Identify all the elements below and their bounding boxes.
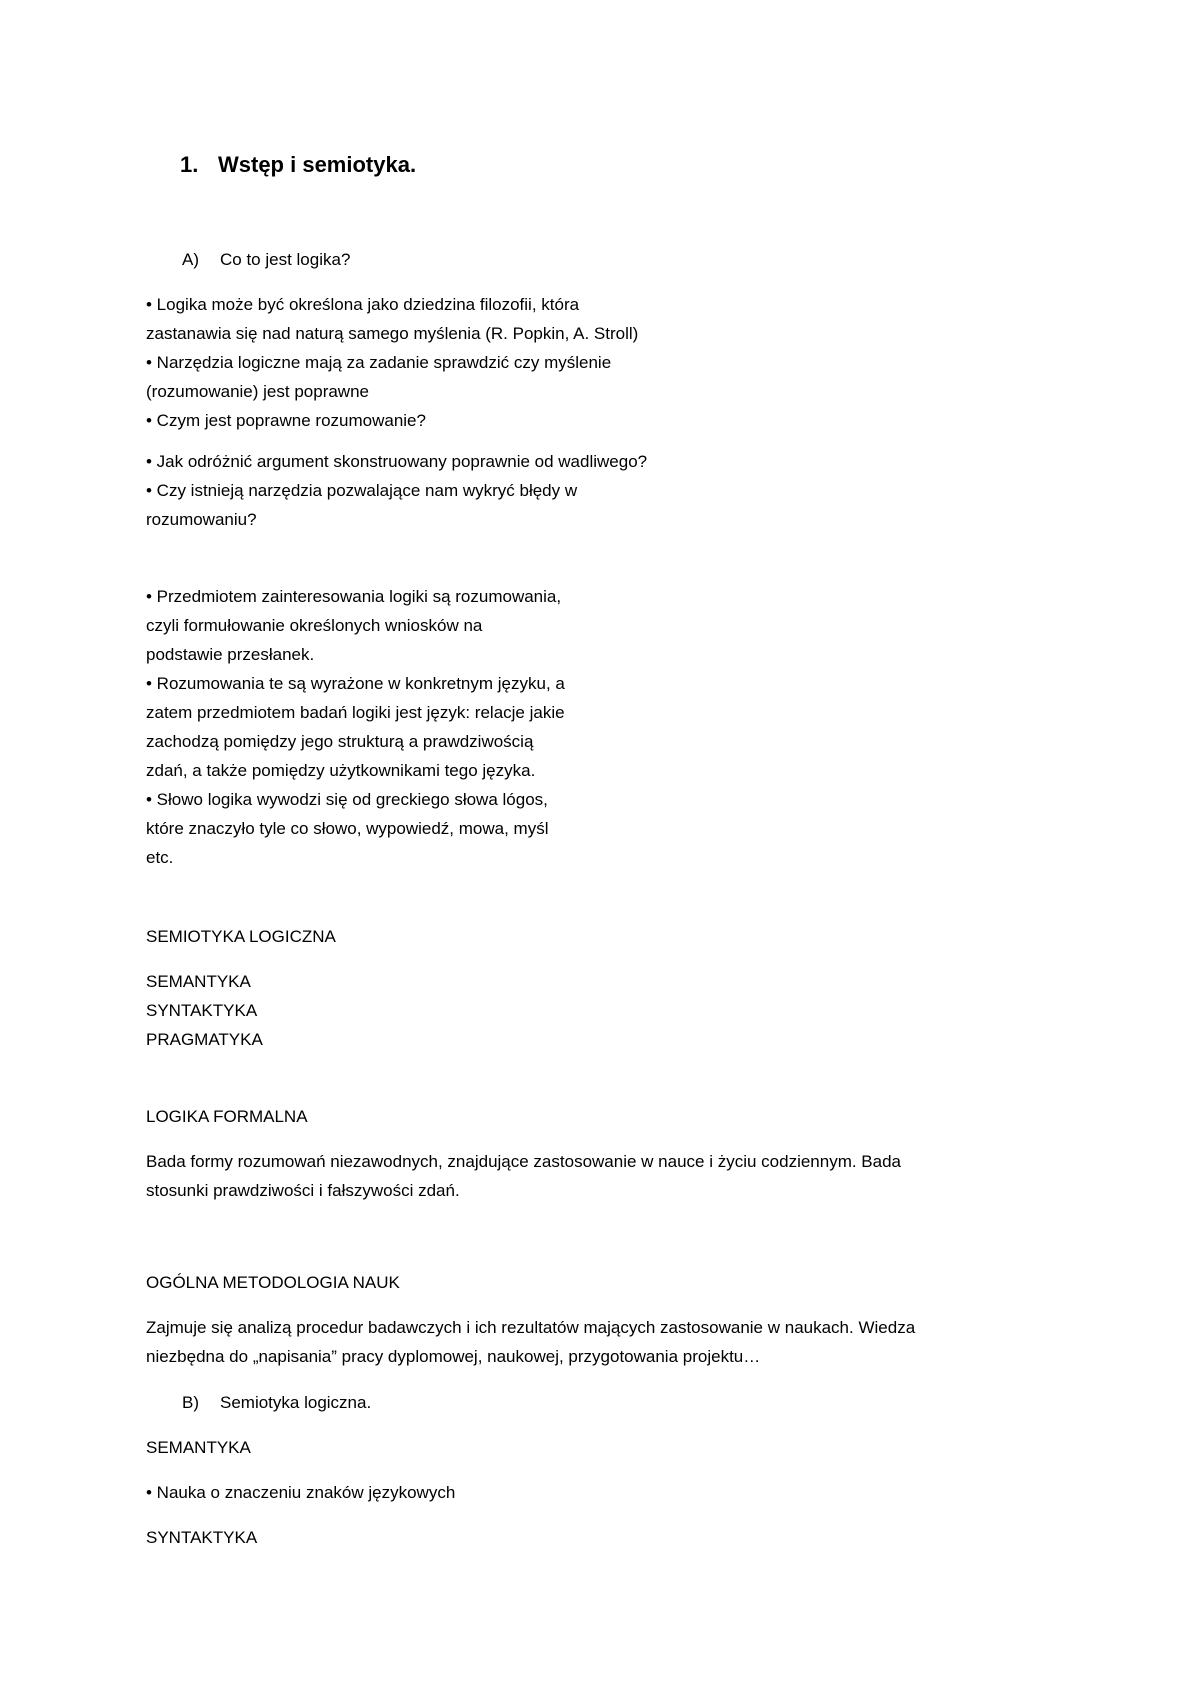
subsection-b-letter: B)	[182, 1393, 199, 1412]
semiotyka-title: SEMIOTYKA LOGICZNA	[146, 927, 336, 946]
text-line: • Jak odróżnić argument skonstruowany poprawnie od wadliwego?	[146, 452, 648, 471]
list-item: PRAGMATYKA	[146, 1030, 263, 1049]
text-line: • Rozumowania te są wyrażone w konkretnym języku, a	[146, 674, 565, 693]
subsection-a-heading	[182, 245, 350, 274]
text-line: zachodzą pomiędzy jego strukturą a prawdziwością	[146, 732, 534, 751]
subsection-a-letter: A)	[182, 250, 199, 269]
text-line: Zajmuje się analizą procedur badawczych i ich rezultatów mających zastosowanie w naukach. Wiedza	[146, 1318, 916, 1337]
text-line: • Czym jest poprawne rozumowanie?	[146, 411, 426, 430]
paragraph-logic-subject	[146, 582, 565, 872]
subsection-b-heading	[182, 1388, 371, 1417]
text-line: zatem przedmiotem badań logiki jest język: relacje jakie	[146, 703, 565, 722]
semiotyka-list	[146, 967, 263, 1054]
heading-title: Wstęp i semiotyka.	[218, 152, 417, 177]
metodologia-title: OGÓLNA METODOLOGIA NAUK	[146, 1273, 400, 1292]
logika-formalna-title: LOGIKA FORMALNA	[146, 1107, 308, 1126]
subsection-b-title: Semiotyka logiczna.	[220, 1393, 372, 1412]
paragraph-logic-definition	[146, 290, 638, 435]
list-item: SYNTAKTYKA	[146, 1001, 258, 1020]
syntaktyka-title: SYNTAKTYKA	[146, 1528, 258, 1547]
text-line: czyli formułowanie określonych wniosków na	[146, 616, 483, 635]
text-line: • Słowo logika wywodzi się od greckiego słowa lógos,	[146, 790, 548, 809]
semantyka-title: SEMANTYKA	[146, 1438, 251, 1457]
text-line: rozumowaniu?	[146, 510, 257, 529]
text-line: Bada formy rozumowań niezawodnych, znajdujące zastosowanie w nauce i życiu codziennym. Bada	[146, 1152, 902, 1171]
list-item: SEMANTYKA	[146, 972, 251, 991]
paragraph-logic-questions	[146, 447, 647, 534]
text-line: • Narzędzia logiczne mają za zadanie sprawdzić czy myślenie	[146, 353, 612, 372]
text-line: zastanawia się nad naturą samego myślenia (R. Popkin, A. Stroll)	[146, 324, 639, 343]
text-line: etc.	[146, 848, 174, 867]
text-line: które znaczyło tyle co słowo, wypowiedź, mowa, myśl	[146, 819, 549, 838]
semantyka-item: • Nauka o znaczeniu znaków językowych	[146, 1483, 456, 1502]
text-line: (rozumowanie) jest poprawne	[146, 382, 369, 401]
chapter-heading	[180, 150, 416, 180]
text-line: • Przedmiotem zainteresowania logiki są rozumowania,	[146, 587, 562, 606]
text-line: • Czy istnieją narzędzia pozwalające nam wykryć błędy w	[146, 481, 578, 500]
heading-number: 1.	[180, 152, 199, 177]
logika-formalna-paragraph	[146, 1147, 901, 1205]
text-line: niezbędna do „napisania” pracy dyplomowej, naukowej, przygotowania projektu…	[146, 1347, 761, 1366]
subsection-a-title: Co to jest logika?	[220, 250, 351, 269]
metodologia-paragraph	[146, 1313, 915, 1371]
text-line: stosunki prawdziwości i fałszywości zdań.	[146, 1181, 460, 1200]
text-line: zdań, a także pomiędzy użytkownikami tego języka.	[146, 761, 536, 780]
text-line: • Logika może być określona jako dziedzina filozofii, która	[146, 295, 580, 314]
text-line: podstawie przesłanek.	[146, 645, 315, 664]
